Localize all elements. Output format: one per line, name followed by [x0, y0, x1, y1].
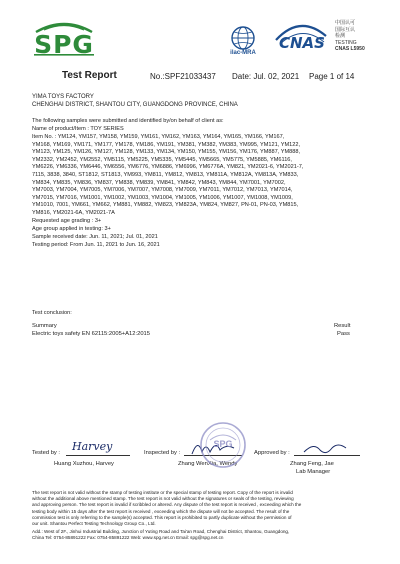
cnas-side-line: CNAS L5950	[335, 46, 365, 52]
report-title: Test Report	[62, 70, 117, 81]
item-line: Item No. : YM124, YM157, YM158, YM159, YM161, YM162, YM163, YM164, YM165, YM166, YM167,	[32, 134, 285, 140]
item-line: YM2332, YM2452, YM2552, YM5115, YM5225, YM5335, YM5445, YM5665, YM5775, YM5885, YM6116,	[32, 156, 292, 163]
report-header-row	[32, 71, 372, 83]
tested-by-signature-line	[66, 455, 130, 456]
cnas-text: CNAS	[279, 34, 325, 52]
item-number-list	[32, 134, 374, 218]
footer-line: our unit. Shantou Perfect Testing Technology Group Co., Ltd.	[32, 521, 156, 527]
product-name: Name of product/Item : TOY SERIES	[32, 126, 124, 132]
client-address: CHENGHAI DISTRICT, SHANTOU CITY, GUANGDONG PROVINCE, CHINA	[32, 102, 238, 108]
address-line: Add.: West of 2F., Jinhui Industrial Building, Junction of Yuting Road and Tai'an Road, Chenghai District, Shantou, Guangdong,	[32, 529, 290, 534]
page-indicator: Page 1 of 14	[309, 72, 355, 81]
cnas-side-line: TESTING	[335, 39, 357, 46]
company-address	[32, 529, 374, 541]
intro-text: The following samples were submitted and identified by/on behalf of client as:	[32, 118, 224, 124]
footer-line: and approving person. The test report is invalid if scribbled or altered. Any dispute of the test report is received , exceeding which the	[32, 502, 302, 508]
item-line: YM6226, YM6336, YM6446, YM6556, YM6776, YM6886, YM6996, YM6776A, YM821, YM2021-6, YM2021-7,	[32, 164, 304, 171]
disclaimer-text	[32, 490, 374, 527]
conclusion-item: Electric toys safety EN 62115:2005+A12:2015	[32, 331, 150, 337]
spg-logo-text: SPG	[34, 30, 94, 59]
cnas-accreditation-text	[335, 20, 385, 53]
item-line: YM1010, 7001, YM661, YM662, YM881, YM882, YM823, YM823A, YM824, YM827, PN-01, PN-03, YM815,	[32, 202, 299, 209]
tested-by-label: Tested by :	[32, 450, 61, 456]
inspected-by-label: Inspected by :	[144, 450, 181, 456]
approved-by-title: Lab Manager	[296, 469, 331, 475]
table-row	[32, 330, 372, 338]
summary-header: Summary	[32, 323, 57, 329]
testing-period: Testing period: From Jun. 11, 2021 to Jun. 16, 2021	[32, 242, 160, 248]
cnas-side-line: 国际互认	[335, 26, 356, 33]
item-line: YM168, YM169, YM171, YM177, YM178, YM186, YM191, YM381, YM382, YM383, YM995, YM121, YM122,	[32, 141, 301, 148]
report-number: No.:SPF21033437	[150, 72, 216, 81]
footer-line: commission test is only referring to the sample(s) accepted. This report is prohibited to partly duplicate without the permission of	[32, 514, 292, 520]
approved-by-signature-line	[294, 455, 360, 456]
contact-line: China Tel: 0754-85891222 Fax: 0754-85891222 Web: www.spg.net.cn Email: spg@spg.net.cn	[32, 535, 224, 541]
conclusion-result: Pass	[337, 331, 350, 337]
ilac-mra-logo	[222, 24, 264, 60]
tested-by-name: Huang Xuzhou, Harvey	[54, 461, 114, 467]
item-line: YM816, YM2021-6A, YM2021-7A	[32, 209, 115, 216]
requested-age-grading: Requested age grading : 3+	[32, 218, 102, 224]
approved-by-name: Zhang Feng, Jae	[290, 461, 334, 467]
age-group-applied: Age group applied in testing: 3+	[32, 226, 111, 232]
item-line: YM7015, YM7016, YM1001, YM1002, YM1003, YM1004, YM1005, YM1006, YM1007, YM1008, YM1009,	[32, 194, 293, 201]
footer-line: The test report is not valid without the stamp of testing institute or the special stamp of testing report. Copy of the report is invalid	[32, 490, 293, 495]
cnas-side-line: 中国认可	[335, 20, 356, 26]
spg-logo	[32, 18, 96, 60]
approved-by-label: Approved by :	[254, 450, 290, 456]
sample-received-date: Sample received date: Jun. 11, 2021; Jul. 01, 2021	[32, 234, 158, 240]
conclusion-table	[32, 322, 372, 338]
cnas-logo	[268, 18, 332, 62]
client-name: YIMA TOYS FACTORY	[32, 94, 94, 100]
ilac-mra-text: ilac-MRA	[230, 50, 256, 56]
item-line: 7115, 3838, 3840, ST1812, ST1813, YM993, YM811, YM812, YM813, YM811A, YM812A, YM813A, YM833,	[32, 171, 299, 178]
conclusion-header-row	[32, 322, 372, 330]
report-date: Date: Jul. 02, 2021	[232, 72, 300, 81]
spg-stamp	[198, 420, 248, 470]
stamp-text: SPG	[213, 439, 233, 449]
tested-by-signature: Harvey	[72, 440, 113, 453]
cnas-side-line: 检测	[335, 33, 346, 39]
footer-line: testing body within 15 days after the test report is received , exceeding which the dispute will not be accepted. The result of the	[32, 508, 290, 514]
test-conclusion-heading: Test conclusion:	[32, 310, 72, 316]
item-line: YM7003, YM7004, YM7005, YM7006, YM7007, YM7008, YM7009, YM7011, YM7012, YM7013, YM7014,	[32, 187, 293, 194]
result-header: Result	[334, 323, 351, 329]
footer-line: without the additional above mentioned stamp. The test report is not valid without the signatures or seals of the testing, reviewing	[32, 496, 294, 502]
item-line: YM834, YM835, YM836, YM837, YM838, YM839, YM841, YM842, YM843, YM844, YM7001, YM7002,	[32, 179, 286, 186]
inspected-by-name: Zhang WenXia, Wendy	[178, 461, 238, 467]
item-line: YM123, YM125, YM126, YM127, YM128, YM133, YM134, YM150, YM155, YM156, YM176, YM887, YM888,	[32, 149, 301, 156]
